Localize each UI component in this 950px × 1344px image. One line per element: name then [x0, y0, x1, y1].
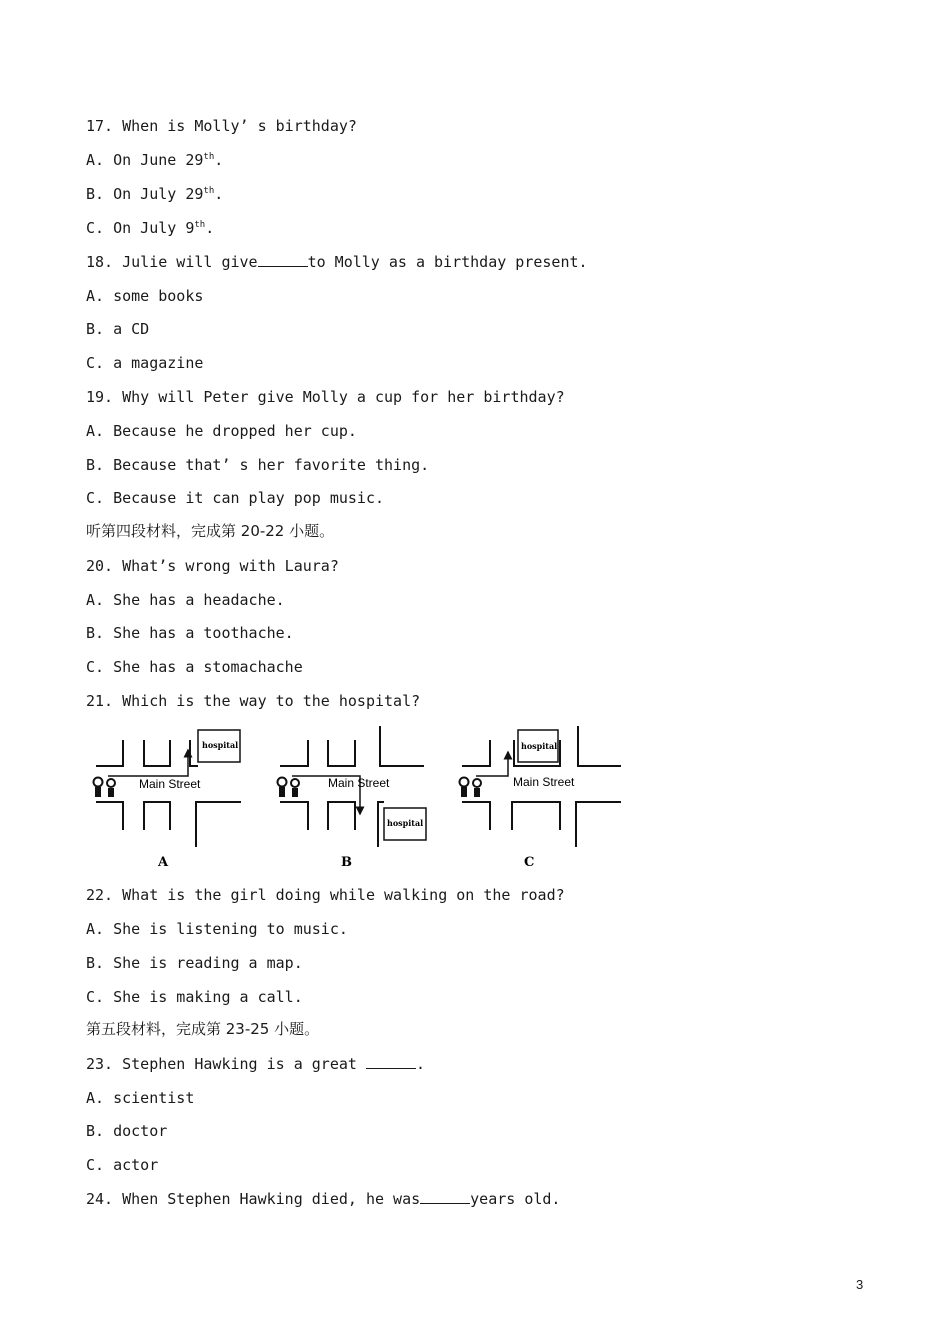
period: .	[214, 151, 224, 169]
option-18b: B. a CD	[86, 320, 150, 338]
question-20: 20. What’s wrong with Laura?	[86, 557, 339, 575]
map-b-street-label: Main Street	[328, 776, 390, 790]
question-23	[86, 1054, 425, 1074]
stem-start: 18. Julie will give	[86, 253, 258, 271]
option-23a: A. scientist	[86, 1089, 195, 1107]
option-20c: C. She has a stomachache	[86, 658, 303, 676]
map-b-hospital-label: hospital	[387, 818, 424, 828]
ordinal-suffix: th	[194, 220, 206, 230]
answer-blank	[366, 1054, 416, 1069]
stem-start: 24. When Stephen Hawking died, he was	[86, 1190, 421, 1208]
answer-blank	[258, 252, 308, 267]
option-19a: A. Because he dropped her cup.	[86, 422, 357, 440]
section-heading-5: 第五段材料，完成第 23-25 小题。	[86, 1020, 320, 1038]
option-text: A. On June 29	[86, 151, 204, 169]
option-22b: B. She is reading a map.	[86, 954, 303, 972]
option-17c	[86, 218, 214, 238]
map-a-hospital-label: hospital	[202, 740, 239, 750]
stem-end: to Molly as a birthday present.	[307, 253, 588, 271]
route-maps-figure	[86, 722, 626, 872]
option-19b: B. Because that’ s her favorite thing.	[86, 456, 430, 474]
stem-end: .	[415, 1055, 425, 1073]
question-18	[86, 252, 588, 272]
option-text: C. On July 9	[86, 219, 195, 237]
stem-start: 23. Stephen Hawking is a great	[86, 1055, 366, 1073]
option-22a: A. She is listening to music.	[86, 920, 348, 938]
map-a-street-label: Main Street	[139, 777, 201, 791]
ordinal-suffix: th	[203, 152, 215, 162]
map-c-hospital-label: hospital	[521, 741, 558, 751]
page-number: 3	[856, 1277, 864, 1292]
ordinal-suffix: th	[203, 186, 215, 196]
question-19: 19. Why will Peter give Molly a cup for her birthday?	[86, 388, 565, 406]
answer-blank	[420, 1189, 470, 1204]
period: .	[205, 219, 215, 237]
option-17b	[86, 184, 223, 204]
question-17: 17. When is Molly’ s birthday?	[86, 117, 357, 135]
map-c-letter: C	[524, 855, 535, 870]
option-23b: B. doctor	[86, 1122, 168, 1140]
stem-end: years old.	[470, 1190, 561, 1208]
map-b-letter: B	[341, 855, 352, 870]
option-23c: C. actor	[86, 1156, 159, 1174]
option-19c: C. Because it can play pop music.	[86, 489, 385, 507]
question-22: 22. What is the girl doing while walking on the road?	[86, 886, 565, 904]
option-text: B. On July 29	[86, 185, 204, 203]
question-24	[86, 1189, 560, 1209]
option-20b: B. She has a toothache.	[86, 624, 294, 642]
option-22c: C. She is making a call.	[86, 988, 303, 1006]
option-17a	[86, 150, 223, 170]
section-heading-4: 听第四段材料，完成第 20-22 小题。	[86, 522, 335, 540]
map-c-street-label: Main Street	[513, 775, 575, 789]
option-18a: A. some books	[86, 287, 204, 305]
period: .	[214, 185, 224, 203]
option-18c: C. a magazine	[86, 354, 204, 372]
question-21: 21. Which is the way to the hospital?	[86, 692, 421, 710]
map-a-letter: A	[158, 855, 169, 870]
option-20a: A. She has a headache.	[86, 591, 285, 609]
